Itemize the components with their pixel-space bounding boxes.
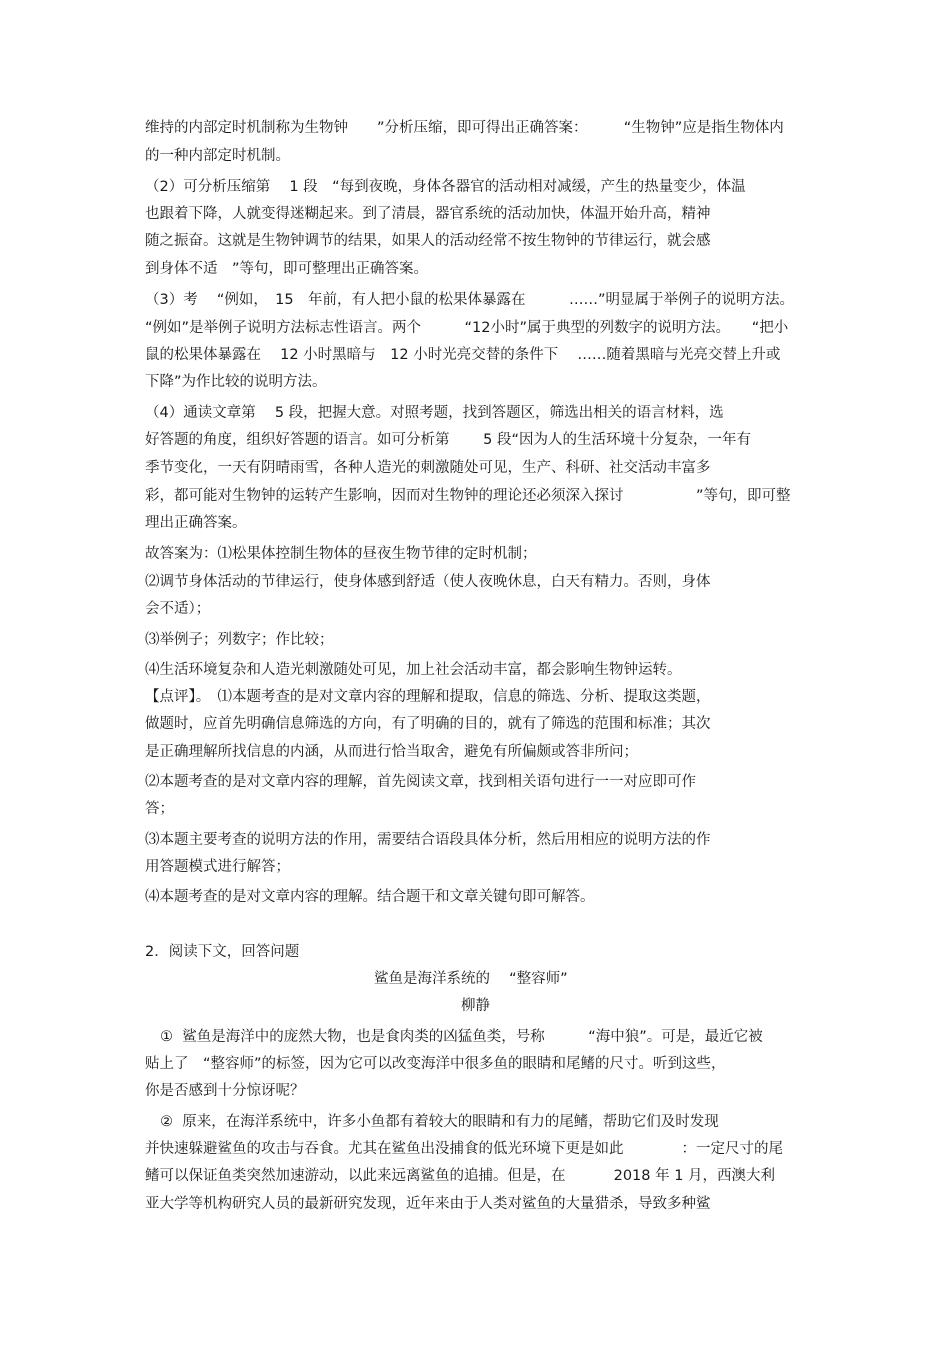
article-paragraph-line: 贴上了 “整容师”的标签，因为它可以改变海洋中很多鱼的眼睛和尾鳍的尺寸。听到这些， bbox=[145, 1056, 726, 1072]
analysis-line: “例如”是举例子说明方法标志性语言。两个 “12小时”属于典型的列数字的说明方法。 “把小 bbox=[145, 320, 789, 336]
article-paragraph-line: 亚大学等机构研究人员的最新研究发现，近年来由于人类对鲨鱼的大量猎杀，导致多种鲨 bbox=[145, 1196, 711, 1212]
analysis-line: （2）可分析压缩第 1 段 “每到夜晚，身体各器官的活动相对减缓，产生的热量变少，体温 bbox=[145, 179, 746, 195]
analysis-line: 也跟着下降，人就变得迷糊起来。到了清晨，器官系统的活动加快，体温开始升高，精神 bbox=[145, 206, 711, 222]
comment-line: 是正确理解所找信息的内涵，从而进行恰当取舍，避免有所偏颇或答非所问； bbox=[145, 744, 638, 760]
comment-line: ⑶本题主要考查的说明方法的作用，需要结合语段具体分析，然后用相应的说明方法的作 bbox=[145, 832, 711, 848]
analysis-line: 彩，都可能对生物钟的运转产生影响，因而对生物钟的理论还必须深入探讨 ”等句，即可整 bbox=[145, 488, 791, 504]
analysis-line: 理出正确答案。 bbox=[145, 515, 247, 531]
analysis-line: 好答题的角度，组织好答题的语言。如可分析第 5 段“因为人的生活环境十分复杂，一年有 bbox=[145, 432, 751, 448]
comment-line: 用答题模式进行解答； bbox=[145, 859, 290, 875]
article-paragraph-line: ① 鲨鱼是海洋中的庞然大物，也是食肉类的凶猛鱼类，号称 “海中狼”。可是，最近它被 bbox=[160, 1029, 763, 1045]
analysis-line: 的一种内部定时机制。 bbox=[145, 148, 290, 164]
analysis-line: （3）考 “例如， 15 年前，有人把小鼠的松果体暴露在 ……”明显属于举例子的说明方法。 bbox=[145, 292, 795, 308]
analysis-line: 随之振奋。这就是生物钟调节的结果，如果人的活动经常不按生物钟的节律运行，就会感 bbox=[145, 233, 711, 249]
article-paragraph-line: 并快速躲避鲨鱼的攻击与吞食。尤其在鲨鱼出没捕食的低光环境下更是如此 ：一定尺寸的尾 bbox=[145, 1141, 783, 1157]
analysis-line: 鼠的松果体暴露在 12 小时黑暗与 12 小时光亮交替的条件下 ……随着黑暗与光亮交替上升或 bbox=[145, 347, 781, 363]
comment-line: 【点评】。 ⑴本题考查的是对文章内容的理解和提取，信息的筛选、分析、提取这类题， bbox=[145, 689, 711, 705]
answer-line: ⑵调节身体活动的节律运行，使身体感到舒适（使人夜晚休息，白天有精力。否则，身体 bbox=[145, 574, 711, 590]
analysis-line: 下降”为作比较的说明方法。 bbox=[145, 374, 327, 390]
answer-intro: 故答案为：⑴松果体控制生物体的昼夜生物节律的定时机制； bbox=[145, 546, 537, 562]
analysis-line: 维持的内部定时机制称为生物钟 ”分析压缩，即可得出正确答案： “生物钟”应是指生物体内 bbox=[145, 120, 784, 136]
article-paragraph-line: 你是否感到十分惊讶呢？ bbox=[145, 1083, 305, 1099]
answer-line: ⑶举例子；列数字；作比较； bbox=[145, 632, 334, 648]
analysis-line: 季节变化，一天有阴晴雨雪，各种人造光的刺激随处可见，生产、科研、社交活动丰富多 bbox=[145, 460, 711, 476]
article-author: 柳静 bbox=[461, 998, 490, 1014]
question-heading: 2．阅读下文，回答问题 bbox=[145, 944, 300, 960]
analysis-line: 到身体不适 ”等句，即可整理出正确答案。 bbox=[145, 261, 429, 277]
article-paragraph-line: 鳍可以保证鱼类突然加速游动，以此来远离鲨鱼的追捕。但是，在 2018 年 1 月，西澳大利 bbox=[145, 1168, 776, 1184]
comment-line: ⑵本题考查的是对文章内容的理解，首先阅读文章，找到相关语句进行一一对应即可作 bbox=[145, 774, 696, 790]
comment-line: ⑷本题考查的是对文章内容的理解。结合题干和文章关键句即可解答。 bbox=[145, 889, 595, 905]
analysis-line: （4）通读文章第 5 段，把握大意。对照考题，找到答题区，筛选出相关的语言材料，选 bbox=[145, 405, 724, 421]
answer-line: 会不适）； bbox=[145, 601, 211, 617]
answer-line: ⑷生活环境复杂和人造光刺激随处可见，加上社会活动丰富，都会影响生物钟运转。 bbox=[145, 662, 682, 678]
comment-line: 答； bbox=[145, 801, 174, 817]
article-paragraph-line: ② 原来，在海洋系统中，许多小鱼都有着较大的眼睛和有力的尾鳍，帮助它们及时发现 bbox=[160, 1114, 719, 1130]
comment-line: 做题时，应首先明确信息筛选的方向，有了明确的目的，就有了筛选的范围和标准；其次 bbox=[145, 716, 711, 732]
article-title: 鲨鱼是海洋系统的 “整容师” bbox=[374, 971, 568, 987]
